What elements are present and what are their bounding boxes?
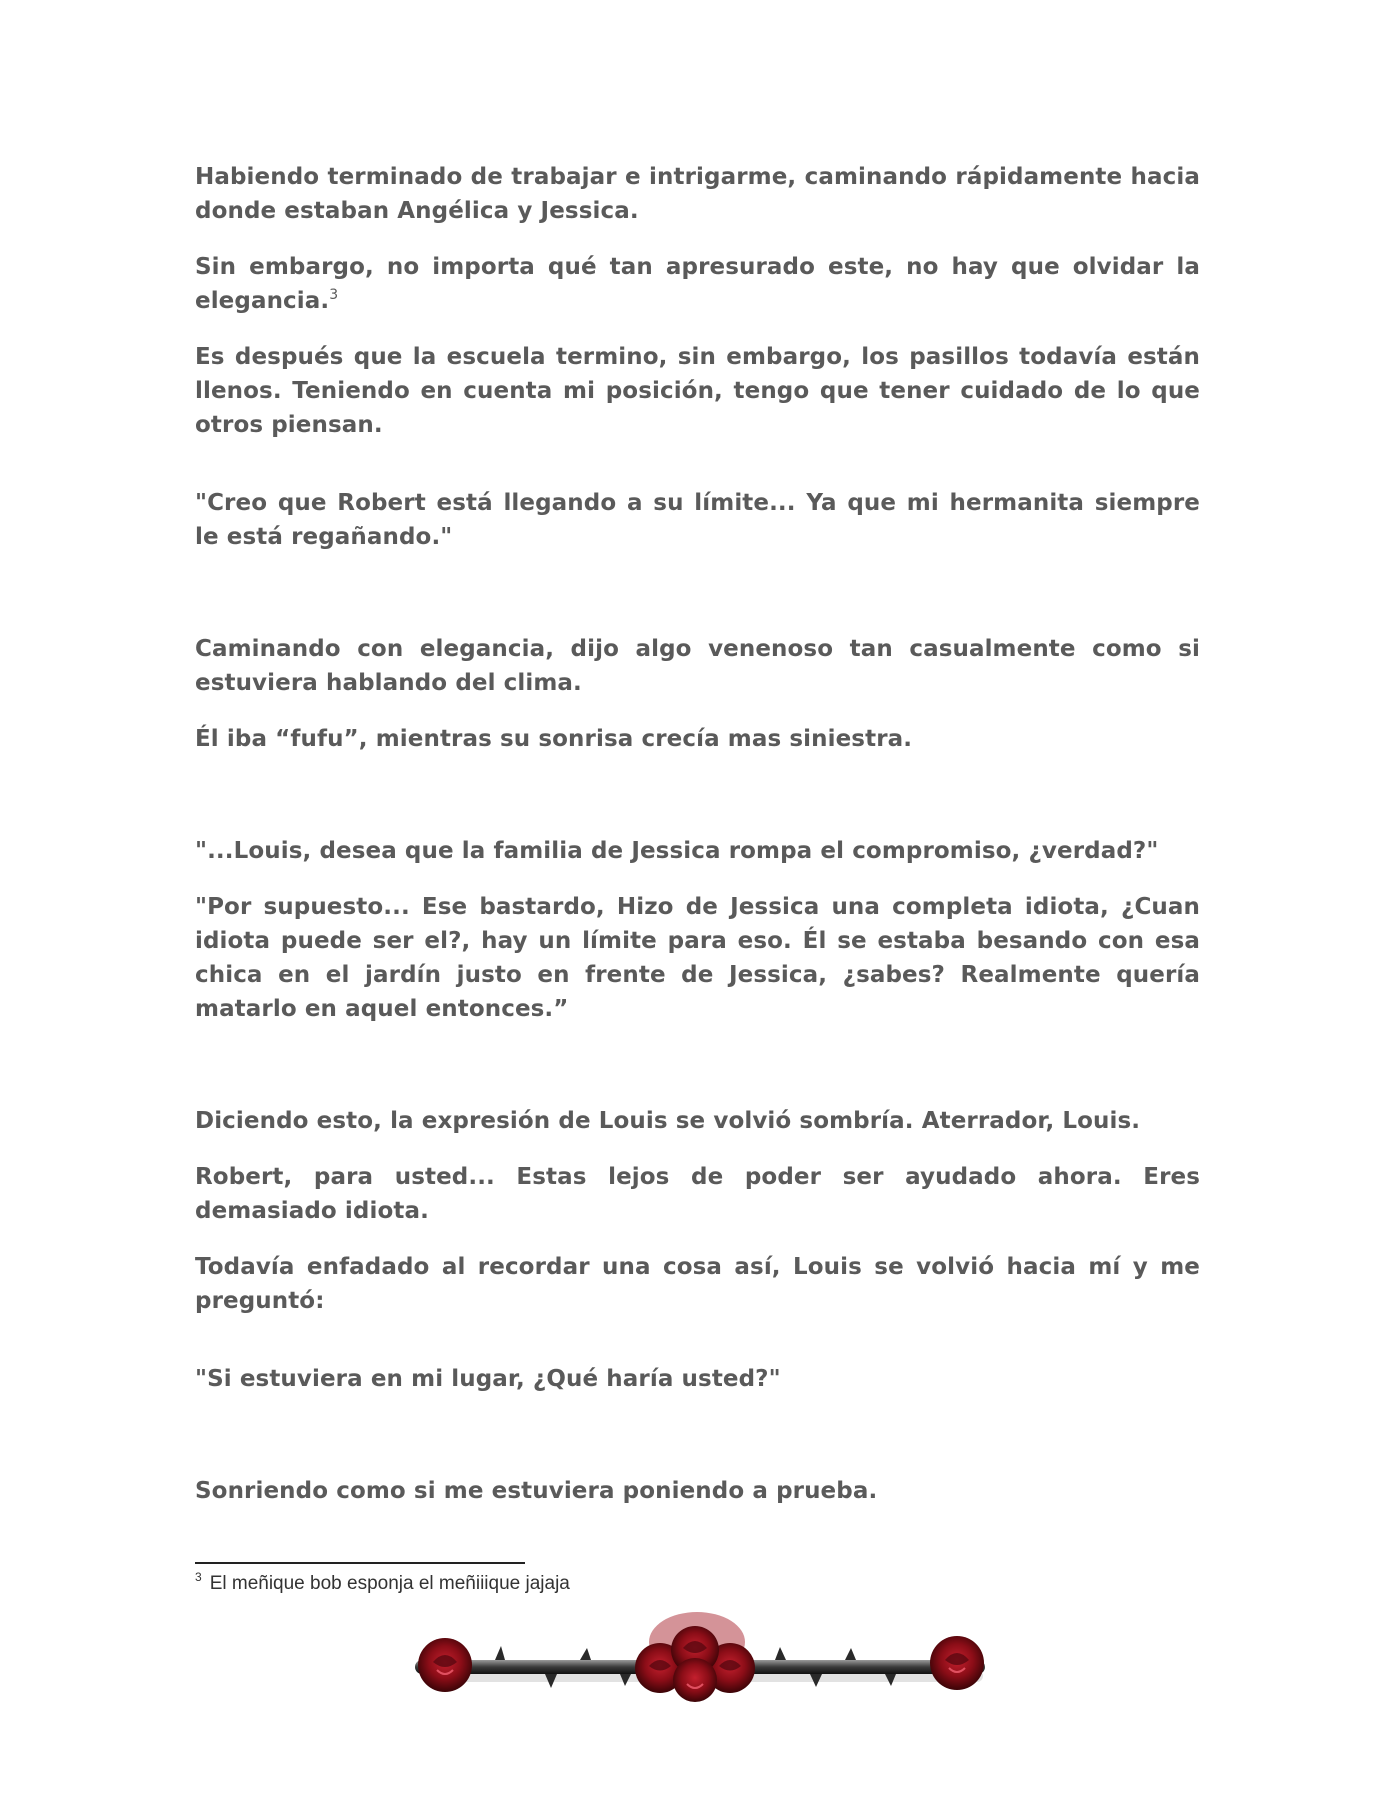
paragraph-12	[195, 1362, 1200, 1396]
footnote-number: 3	[195, 1570, 202, 1584]
paragraph-4-text: "Creo que Robert está llegando a su límite... Ya que mi hermanita siempre le está regañando."	[195, 490, 1200, 550]
paragraph-8-text: "Por supuesto... Ese bastardo, Hizo de Jessica una completa idiota, ¿Cuan idiota puede ser el?, hay un límite para eso. Él se estaba besando con esa chica en el jardín justo en frente de Jessica, ¿sabes? Realmente quería matarlo en aquel entonces.”	[195, 894, 1200, 1022]
paragraph-11	[195, 1250, 1200, 1318]
paragraph-7-text: "...Louis, desea que la familia de Jessica rompa el compromiso, ¿verdad?"	[195, 838, 1159, 864]
paragraph-1	[195, 160, 1200, 228]
footnote-reference[interactable]: 3	[329, 287, 339, 303]
footnote-text: El meñique bob esponja el meñiiique jajaja	[209, 1573, 570, 1594]
paragraph-9	[195, 1104, 1200, 1138]
roses-divider-icon	[405, 1610, 995, 1720]
paragraph-4	[195, 486, 1200, 554]
paragraph-2-text: Sin embargo, no importa qué tan apresurado este, no hay que olvidar la elegancia.	[195, 254, 1200, 314]
paragraph-12-text: "Si estuviera en mi lugar, ¿Qué haría usted?"	[195, 1366, 781, 1392]
paragraph-8	[195, 890, 1200, 1026]
paragraph-5-text: Caminando con elegancia, dijo algo venenoso tan casualmente como si estuviera hablando del clima.	[195, 636, 1200, 696]
paragraph-9-text: Diciendo esto, la expresión de Louis se volvió sombría. Aterrador, Louis.	[195, 1108, 1141, 1134]
paragraph-6-text: Él iba “fufu”, mientras su sonrisa crecía mas siniestra.	[195, 726, 913, 752]
paragraph-7	[195, 834, 1200, 868]
paragraph-3-text: Es después que la escuela termino, sin embargo, los pasillos todavía están llenos. Teniendo en cuenta mi posición, tengo que tener cuidado de lo que otros piensan.	[195, 344, 1200, 438]
paragraph-6	[195, 722, 1200, 756]
paragraph-11-text: Todavía enfadado al recordar una cosa así, Louis se volvió hacia mí y me preguntó:	[195, 1254, 1200, 1314]
paragraph-5	[195, 632, 1200, 700]
footnote-separator	[195, 1562, 525, 1564]
footnote	[195, 1570, 570, 1598]
paragraph-13	[195, 1474, 1200, 1508]
paragraph-3	[195, 340, 1200, 442]
paragraph-10	[195, 1160, 1200, 1228]
paragraph-10-text: Robert, para usted... Estas lejos de poder ser ayudado ahora. Eres demasiado idiota.	[195, 1164, 1200, 1224]
paragraph-1-text: Habiendo terminado de trabajar e intrigarme, caminando rápidamente hacia donde estaban Angélica y Jessica.	[195, 164, 1200, 224]
paragraph-13-text: Sonriendo como si me estuviera poniendo a prueba.	[195, 1478, 878, 1504]
paragraph-2	[195, 250, 1200, 318]
